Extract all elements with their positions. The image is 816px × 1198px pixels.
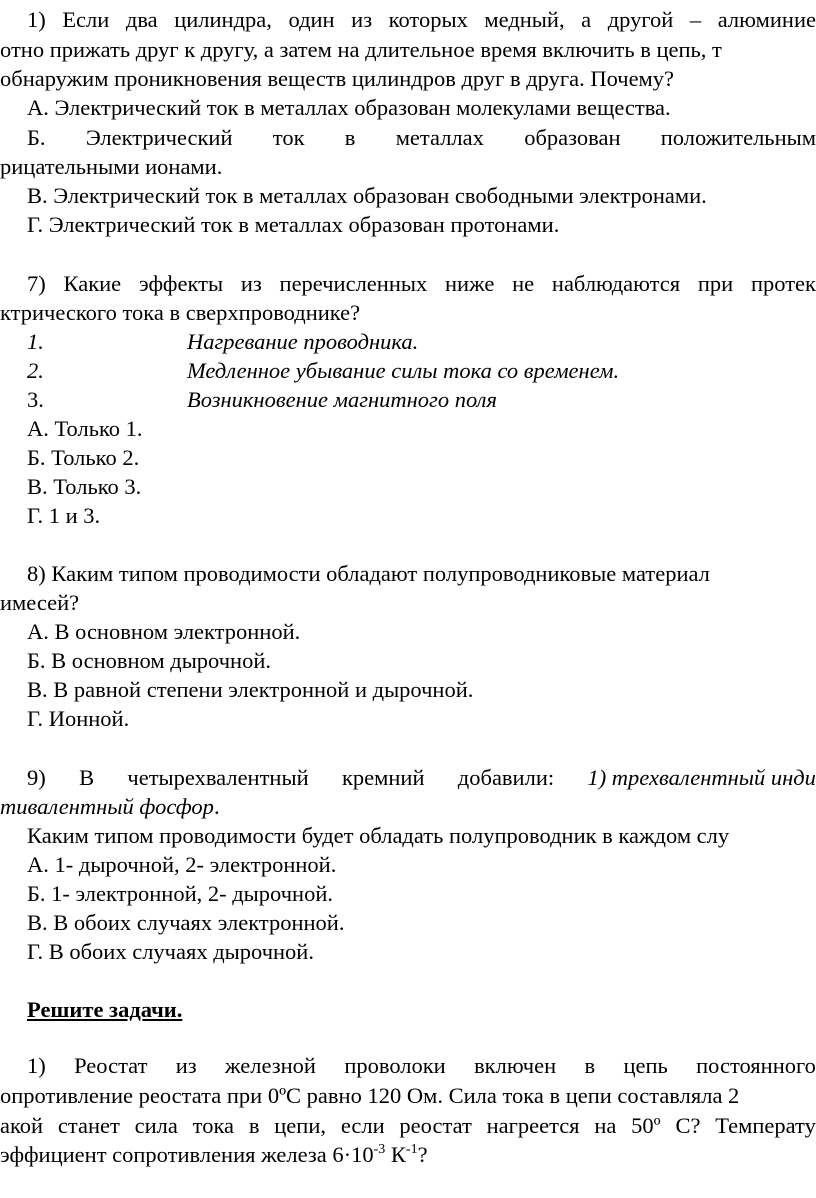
- word: акой: [0, 1113, 44, 1138]
- task1-line-4-mid: К: [385, 1142, 406, 1167]
- word: протек: [750, 271, 816, 296]
- q7-option-v: В. Только 3.: [27, 474, 142, 499]
- q1-option-b-cont: рицательными ионами.: [0, 154, 223, 179]
- task1-exp-2: -1: [405, 1142, 418, 1157]
- word: в: [344, 125, 356, 150]
- q1-line-3: обнаружим проникновения веществ цилиндров друг в друга. Почему?: [0, 66, 675, 91]
- q7-item-3-text: Возникновение магнитного поля: [187, 387, 497, 412]
- word: включен: [474, 1053, 557, 1078]
- word: реостат: [399, 1113, 472, 1138]
- q8-line-1: 8) Каким типом проводимости обладают полупроводниковые материал: [27, 561, 710, 586]
- word: наблюдаются: [551, 271, 681, 296]
- word: на: [594, 1113, 617, 1138]
- word: в: [248, 1113, 260, 1138]
- word: другой: [607, 7, 674, 32]
- q9-option-a: А. 1- дырочной, 2- электронной.: [27, 852, 337, 877]
- word: образован: [524, 125, 621, 150]
- q9-line-3: Каким типом проводимости будет обладать полупроводник в каждом слу: [27, 823, 730, 848]
- word: цепи,: [274, 1113, 327, 1138]
- word: не: [512, 271, 535, 296]
- word: станет: [57, 1113, 120, 1138]
- q7-option-a: А. Только 1.: [27, 416, 143, 441]
- word: С?: [675, 1113, 701, 1138]
- q9-line-1: [27, 764, 816, 792]
- q7-line-2: ктрического тока в сверхпроводнике?: [0, 300, 361, 325]
- q8-option-b: Б. В основном дырочной.: [27, 648, 271, 673]
- q1-option-a: А. Электрический ток в металлах образован молекулами вещества.: [27, 95, 671, 120]
- word: при: [697, 271, 734, 296]
- task1-line-2: опротивление реостата при 0ºС равно 120 Ом. Сила тока в цепи составляла 2: [0, 1083, 740, 1108]
- q7-item-3-num: 3.: [27, 387, 44, 412]
- q7-line-1: [27, 270, 816, 298]
- q1-option-v: В. Электрический ток в металлах образован свободными электронами.: [27, 183, 707, 208]
- word: ток: [272, 125, 305, 150]
- word: из: [175, 1053, 197, 1078]
- q1-line-1: [27, 6, 816, 34]
- word: добавили:: [457, 765, 555, 790]
- word: положительным: [660, 125, 816, 150]
- word: проволоки: [344, 1053, 446, 1078]
- word: а: [581, 7, 592, 32]
- word: цилиндра,: [174, 7, 272, 32]
- word: которых: [388, 7, 468, 32]
- word: алюминие: [717, 7, 816, 32]
- word: нагреется: [486, 1113, 580, 1138]
- q9-line-2: [0, 793, 220, 821]
- word: из: [351, 7, 373, 32]
- word: железной: [225, 1053, 316, 1078]
- task1-line-3: [0, 1112, 816, 1140]
- task1-line-4-end: ?: [417, 1142, 428, 1167]
- word: Если: [62, 7, 110, 32]
- q8-line-2: имесей?: [0, 590, 80, 615]
- task1-line-1: [27, 1052, 816, 1080]
- word: перечисленных: [279, 271, 428, 296]
- q8-option-g: Г. Ионной.: [27, 706, 130, 731]
- word: Температу: [715, 1113, 816, 1138]
- word: 1): [27, 1053, 46, 1078]
- word: из: [240, 271, 262, 296]
- q7-option-g: Г. 1 и 3.: [27, 503, 101, 528]
- task1-exp-1: -3: [373, 1142, 386, 1157]
- word: эффекты: [138, 271, 224, 296]
- q9-option-v: В. В обоих случаях электронной.: [27, 910, 345, 935]
- word: металлах: [395, 125, 484, 150]
- word: постоянного: [696, 1053, 816, 1078]
- word: Б.: [27, 125, 46, 150]
- q8-option-a: А. В основном электронной.: [27, 619, 301, 644]
- q7-item-2-text: Медленное убывание силы тока со временем.: [187, 358, 620, 383]
- q9-option-b: Б. 1- электронной, 2- дырочной.: [27, 881, 333, 906]
- word: медный,: [484, 7, 565, 32]
- q9-line-1-italic: 1) трехвалентный инди: [587, 765, 816, 790]
- word: Реостат: [74, 1053, 148, 1078]
- word: Какие: [63, 271, 122, 296]
- word: тока: [192, 1113, 235, 1138]
- word: ниже: [445, 271, 495, 296]
- word: кремний: [341, 765, 425, 790]
- q7-item-2-num: 2.: [27, 358, 44, 383]
- q9-option-g: Г. В обоих случаях дырочной.: [27, 939, 314, 964]
- q7-option-b: Б. Только 2.: [27, 445, 140, 470]
- q1-line-2: отно прижать друг к другу, а затем на длительное время включить в цепь, т: [0, 37, 722, 62]
- task1-line-4-start: эффициент сопротивления железа 6·10: [0, 1142, 374, 1167]
- task1-line-4: [0, 1141, 428, 1169]
- q7-item-1-num: 1.: [27, 329, 44, 354]
- q9-line-2-end: .: [213, 794, 220, 819]
- word: четырехвалентный: [127, 765, 309, 790]
- section-title: Решите задачи.: [27, 997, 183, 1022]
- word: если: [340, 1113, 385, 1138]
- q1-option-g: Г. Электрический ток в металлах образован протонами.: [27, 212, 560, 237]
- word: В: [79, 765, 95, 790]
- q8-option-v: В. В равной степени электронной и дырочной.: [27, 677, 474, 702]
- q7-item-1-text: Нагревание проводника.: [187, 329, 419, 354]
- word: –: [689, 7, 702, 32]
- q1-option-b: [27, 124, 816, 152]
- word: 1): [27, 7, 46, 32]
- word: два: [125, 7, 158, 32]
- word: цепь: [623, 1053, 668, 1078]
- q9-line-2-italic: тивалентный фосфор: [0, 794, 214, 819]
- word: 7): [27, 271, 46, 296]
- word: один: [288, 7, 335, 32]
- word: 50º: [631, 1113, 661, 1138]
- word: в: [584, 1053, 596, 1078]
- word: Электрический: [85, 125, 233, 150]
- word: 9): [27, 765, 46, 790]
- word: сила: [134, 1113, 178, 1138]
